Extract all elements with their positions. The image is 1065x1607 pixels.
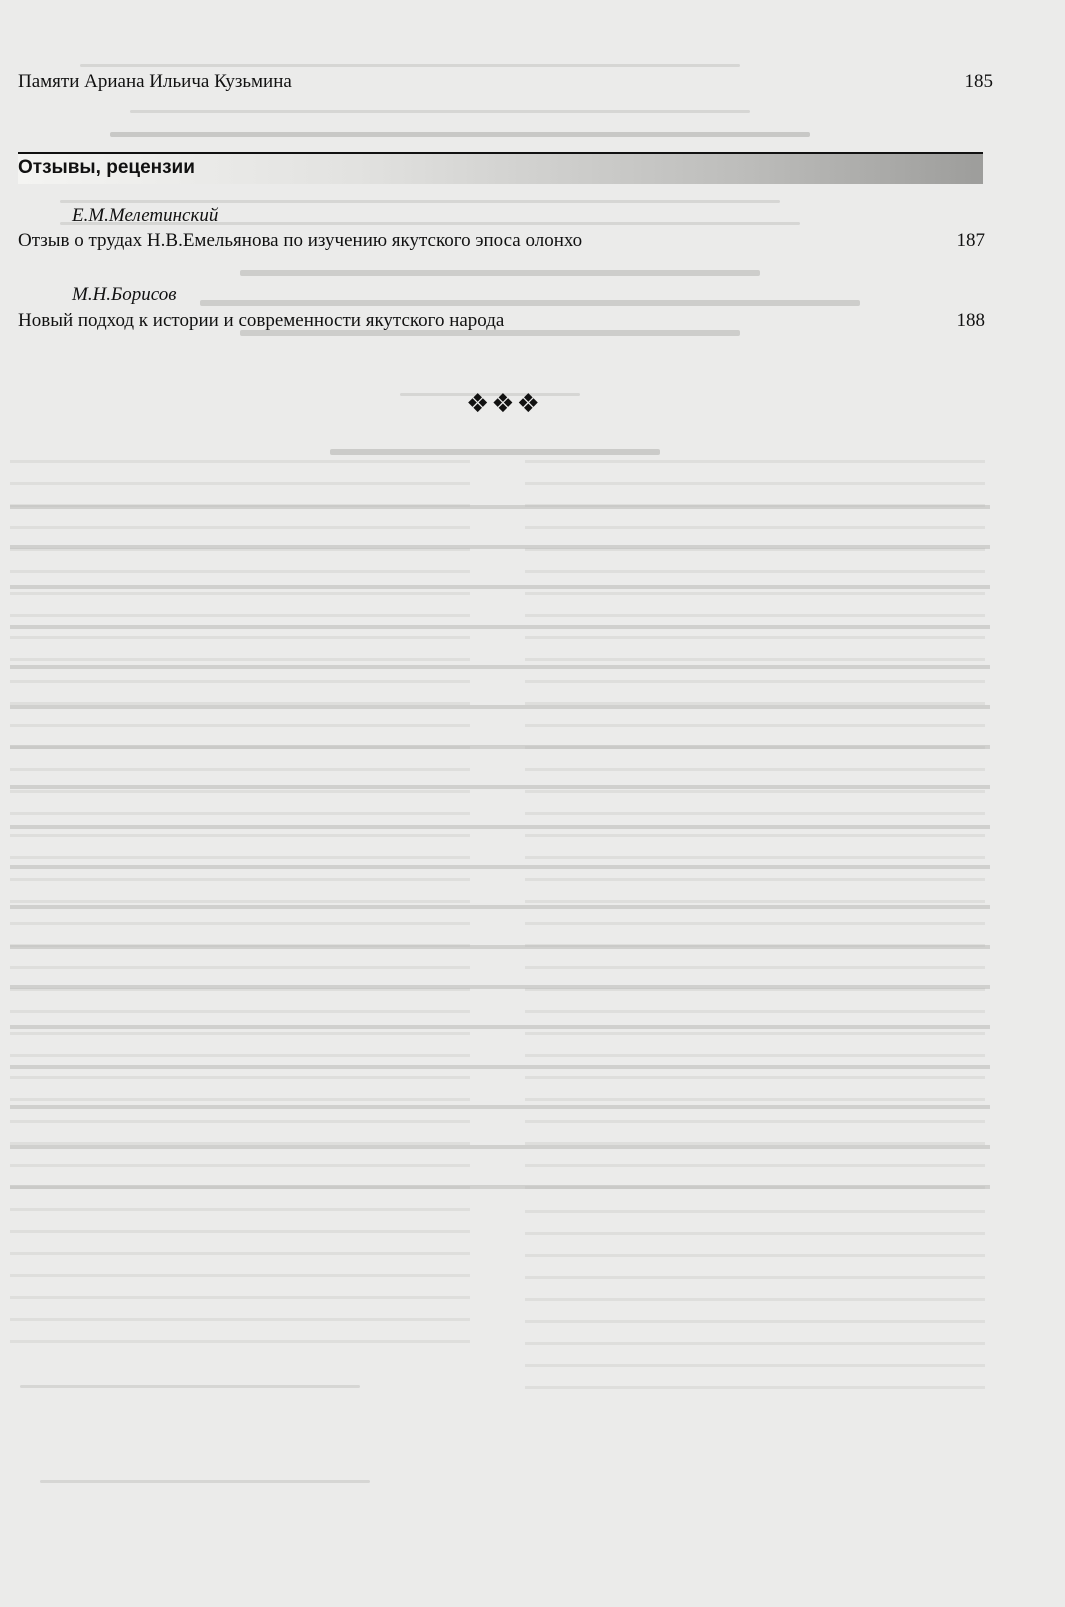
- toc-entry-memorial[interactable]: [18, 70, 993, 94]
- toc-author-borisov: М.Н.Борисов: [72, 284, 177, 305]
- section-header-reviews: [18, 152, 983, 180]
- section-title: Отзывы, рецензии: [18, 157, 195, 178]
- toc-entry-page: 188: [956, 310, 985, 331]
- toc-entry-page: 185: [964, 71, 993, 92]
- toc-author-meletinsky: Е.М.Мелетинский: [72, 205, 219, 226]
- toc-entry-review-1[interactable]: [18, 229, 985, 253]
- toc-entry-page: 187: [956, 230, 985, 251]
- decorative-ornament: ❖❖❖: [466, 389, 542, 419]
- toc-entry-review-2[interactable]: [18, 309, 985, 333]
- toc-entry-title: Новый подход к истории и современности якутского народа: [18, 310, 505, 331]
- toc-entry-title: Отзыв о трудах Н.В.Емельянова по изучению якутского эпоса олонхо: [18, 230, 583, 251]
- toc-entry-title: Памяти Ариана Ильича Кузьмина: [18, 71, 292, 92]
